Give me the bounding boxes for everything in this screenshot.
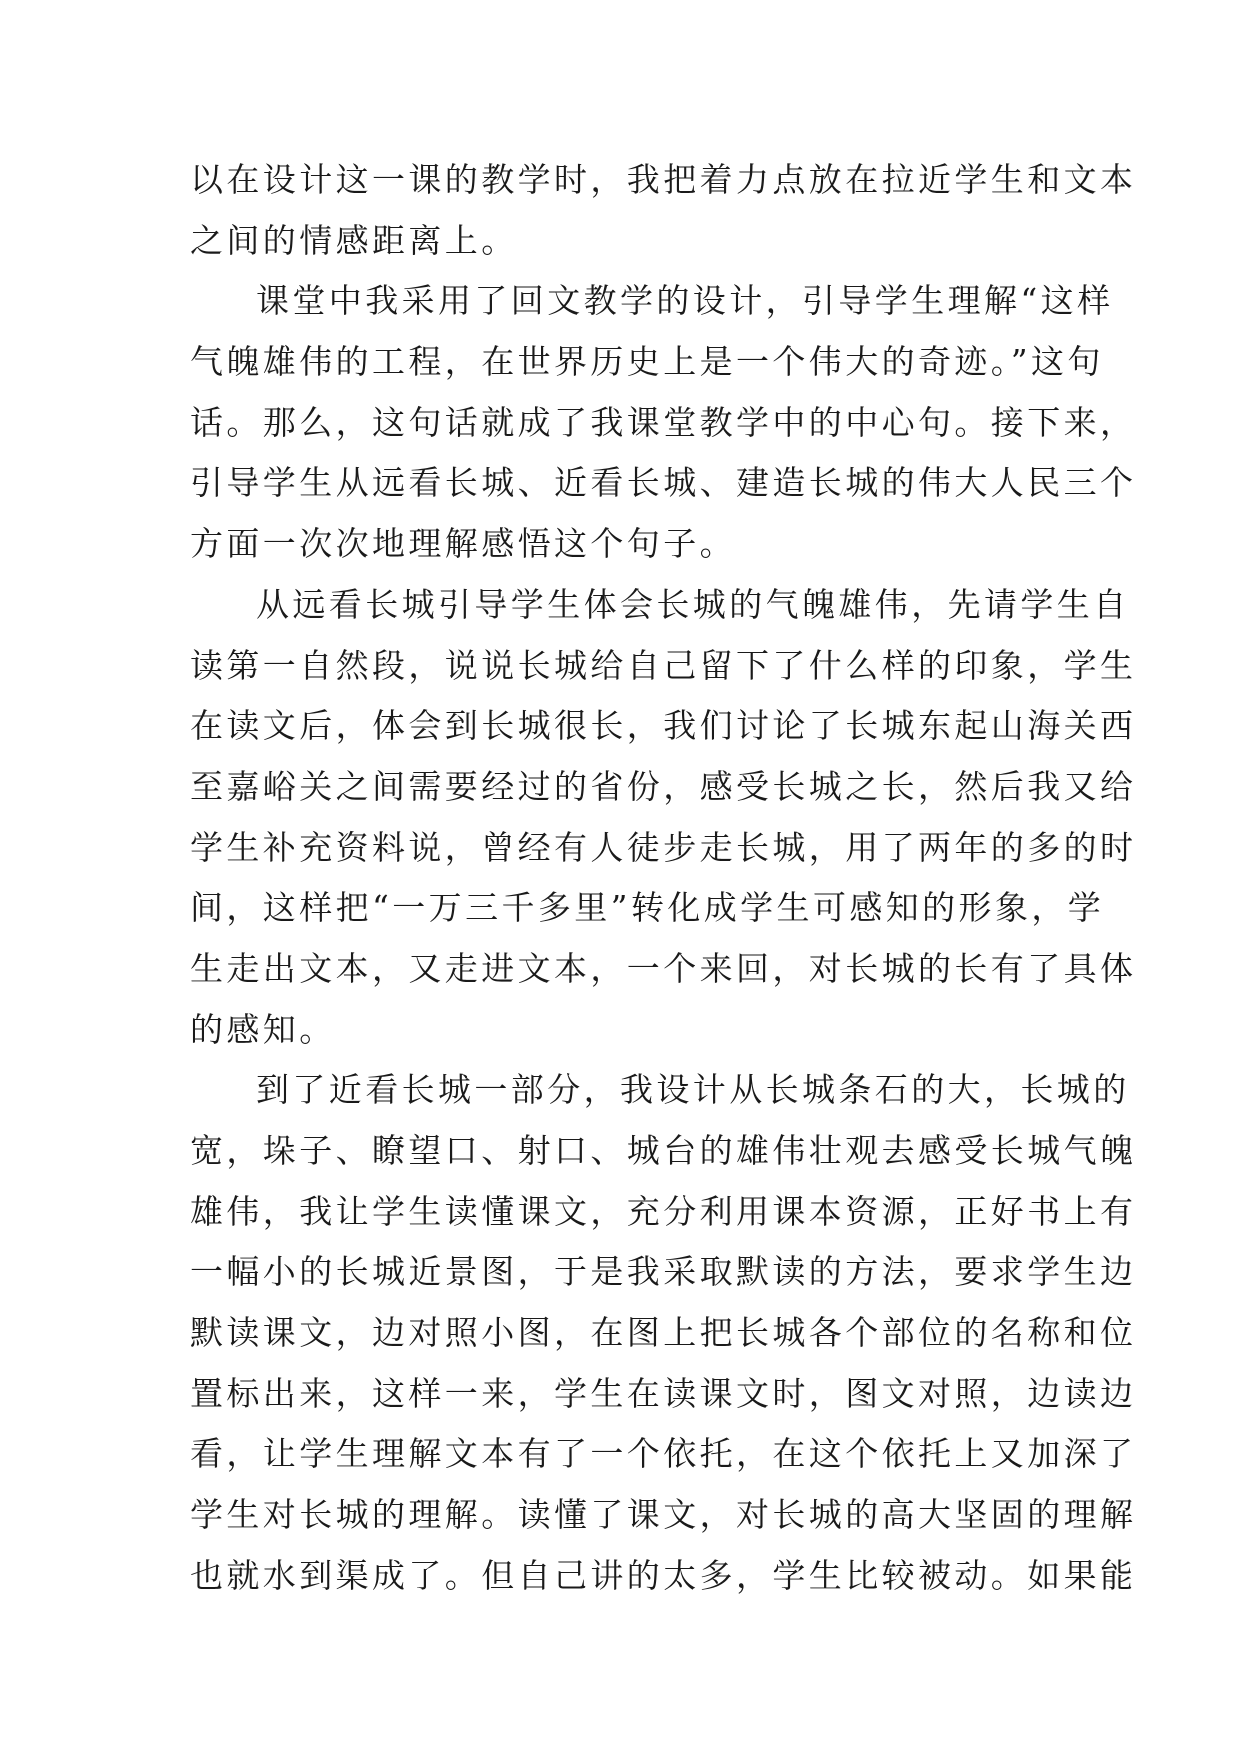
text-line: 读第一自然段，说说长城给自己留下了什么样的印象，学生 — [190, 645, 1137, 685]
text-line: 气魄雄伟的工程，在世界历史上是一个伟大的奇迹。”这句 — [190, 342, 1104, 382]
text-line: 默读课文，边对照小图，在图上把长城各个部位的名称和位 — [190, 1313, 1137, 1353]
text-line: 看，让学生理解文本有了一个依托，在这个依托上又加深了 — [190, 1434, 1137, 1474]
text-line: 学生补充资料说，曾经有人徒步走长城，用了两年的多的时 — [190, 827, 1137, 867]
paragraph-start-line: 从远看长城引导学生体会长城的气魄雄伟，先请学生自 — [256, 584, 1130, 624]
text-line: 在读文后，体会到长城很长，我们讨论了长城东起山海关西 — [190, 706, 1137, 746]
text-line: 话。那么，这句话就成了我课堂教学中的中心句。接下来， — [190, 402, 1137, 442]
body-text — [190, 150, 1137, 1607]
text-line: 雄伟，我让学生读懂课文，充分利用课本资源，正好书上有 — [190, 1191, 1137, 1231]
paragraph-start-line: 到了近看长城一部分，我设计从长城条石的大，长城的 — [256, 1070, 1130, 1110]
paragraph-start-line: 课堂中我采用了回文教学的设计，引导学生理解“这样 — [256, 281, 1114, 321]
text-line: 学生对长城的理解。读懂了课文，对长城的高大坚固的理解 — [190, 1495, 1137, 1535]
text-line: 也就水到渠成了。但自己讲的太多，学生比较被动。如果能 — [190, 1555, 1137, 1595]
text-line: 生走出文本，又走进文本，一个来回，对长城的长有了具体 — [190, 948, 1137, 988]
text-line: 方面一次次地理解感悟这个句子。 — [190, 524, 736, 564]
text-line: 的感知。 — [190, 1009, 336, 1049]
text-line: 至嘉峪关之间需要经过的省份，感受长城之长，然后我又给 — [190, 766, 1137, 806]
text-line: 以在设计这一课的教学时，我把着力点放在拉近学生和文本 — [190, 160, 1137, 199]
text-line: 宽，垛子、瞭望口、射口、城台的雄伟壮观去感受长城气魄 — [190, 1131, 1137, 1170]
text-line: 间，这样把“一万三千多里”转化成学生可感知的形象，学 — [190, 888, 1105, 928]
text-line: 一幅小的长城近景图，于是我采取默读的方法，要求学生边 — [190, 1252, 1137, 1292]
text-line: 之间的情感距离上。 — [190, 220, 518, 260]
text-line: 引导学生从远看长城、近看长城、建造长城的伟大人民三个 — [190, 463, 1137, 503]
text-line: 置标出来，这样一来，学生在读课文时，图文对照，边读边 — [190, 1373, 1137, 1413]
